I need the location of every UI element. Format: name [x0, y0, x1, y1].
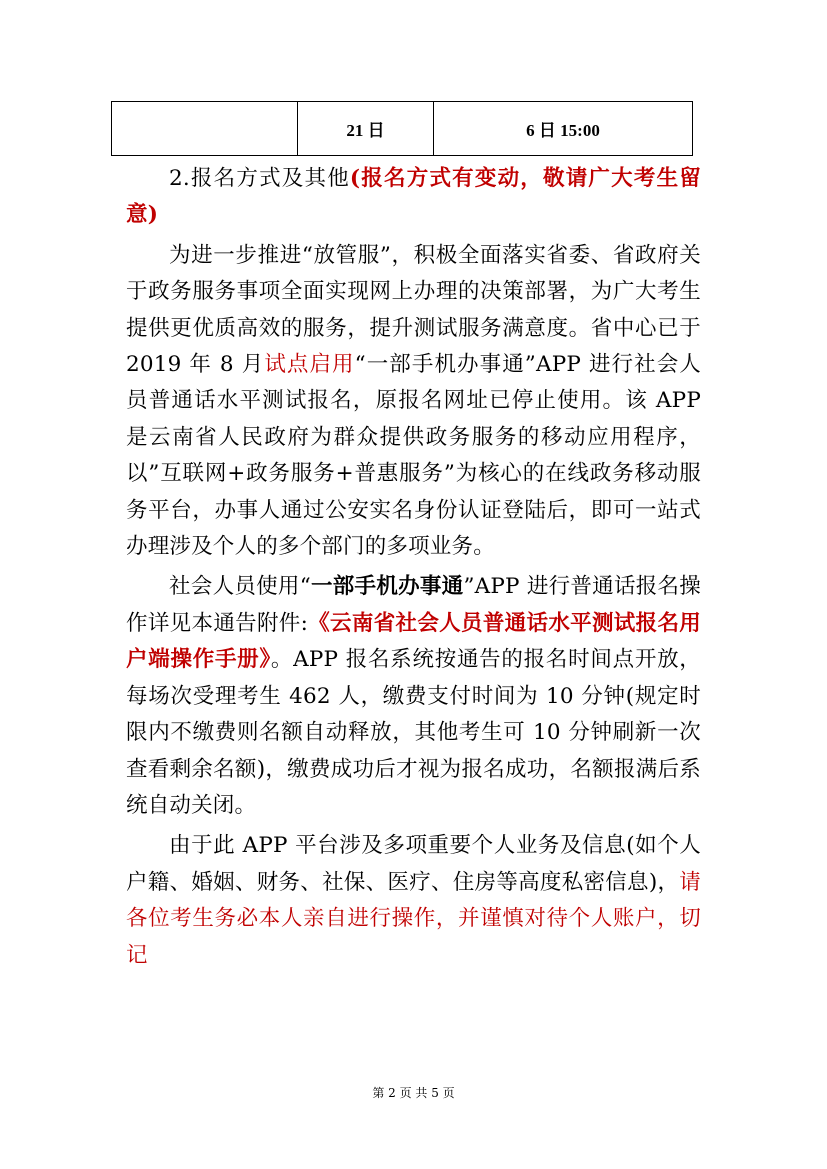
section-heading-note: (报名方式有变动，敬请广大考生留意) [126, 166, 701, 228]
paragraph-text: ”APP 进行普通话报名操作详见本通告附件: [126, 574, 701, 636]
document-body [126, 161, 701, 974]
paragraph-text: 。APP 报名系统按通告的报名时间点开放，每场次受理考生 462 人，缴费支付时间为 10 分钟(规定时限内不缴费则名额自动释放，其他考生可 10 分钟刷新一次查看剩余名额)，缴费成功后才视为报名成功，名额报满后系统自动关闭。 [126, 647, 701, 818]
paragraph-text: 为进一步推进“放管服”，积极全面落实省委、省政府关于政务服务事项全面实现网上办理的决策部署，为广大考生提供更优质高效的服务，提升测试服务满意度。省中心已于 2019 年 8 月 [126, 242, 701, 378]
table-cell: 6 日 15:00 [434, 102, 693, 156]
paragraph-2 [126, 569, 701, 824]
table-cell [112, 102, 298, 156]
page-number: 第 2 页 共 5 页 [372, 1086, 455, 1100]
paragraph-1 [126, 238, 701, 566]
paragraph-3 [126, 828, 701, 974]
paragraph-text: 由于此 APP 平台涉及多项重要个人业务及信息(如个人户籍、婚姻、财务、社保、医疗、住房等高度私密信息)， [126, 833, 701, 895]
paragraph-text: 社会人员使用“ [169, 574, 311, 600]
table-cell: 21 日 [298, 102, 434, 156]
attachment-link[interactable]: 《云南省社会人员普通话水平测试报名用户端操作手册》 [126, 610, 701, 673]
section-heading-text: 2.报名方式及其他 [169, 166, 350, 191]
warning-text: 请各位考生务必本人亲自进行操作，并谨慎对待个人账户，切记 [126, 869, 701, 968]
schedule-table [111, 101, 693, 156]
paragraph-text: “一部手机办事通”APP 进行社会人员普通话水平测试报名，原报名网址已停止使用。该 APP 是云南省人民政府为群众提供政务服务的移动应用程序，以”互联网+政务服务+普惠服务”为核心的在线政务移动服务平台，办事人通过公安实名身份认证登陆后，即可一站式办理涉及个人的多个部门的多项业务。 [126, 352, 701, 560]
section-heading [126, 161, 701, 234]
highlight-text: 试点启用 [264, 352, 355, 378]
bold-text: 一部手机办事通 [310, 574, 464, 600]
table-row [112, 102, 693, 156]
